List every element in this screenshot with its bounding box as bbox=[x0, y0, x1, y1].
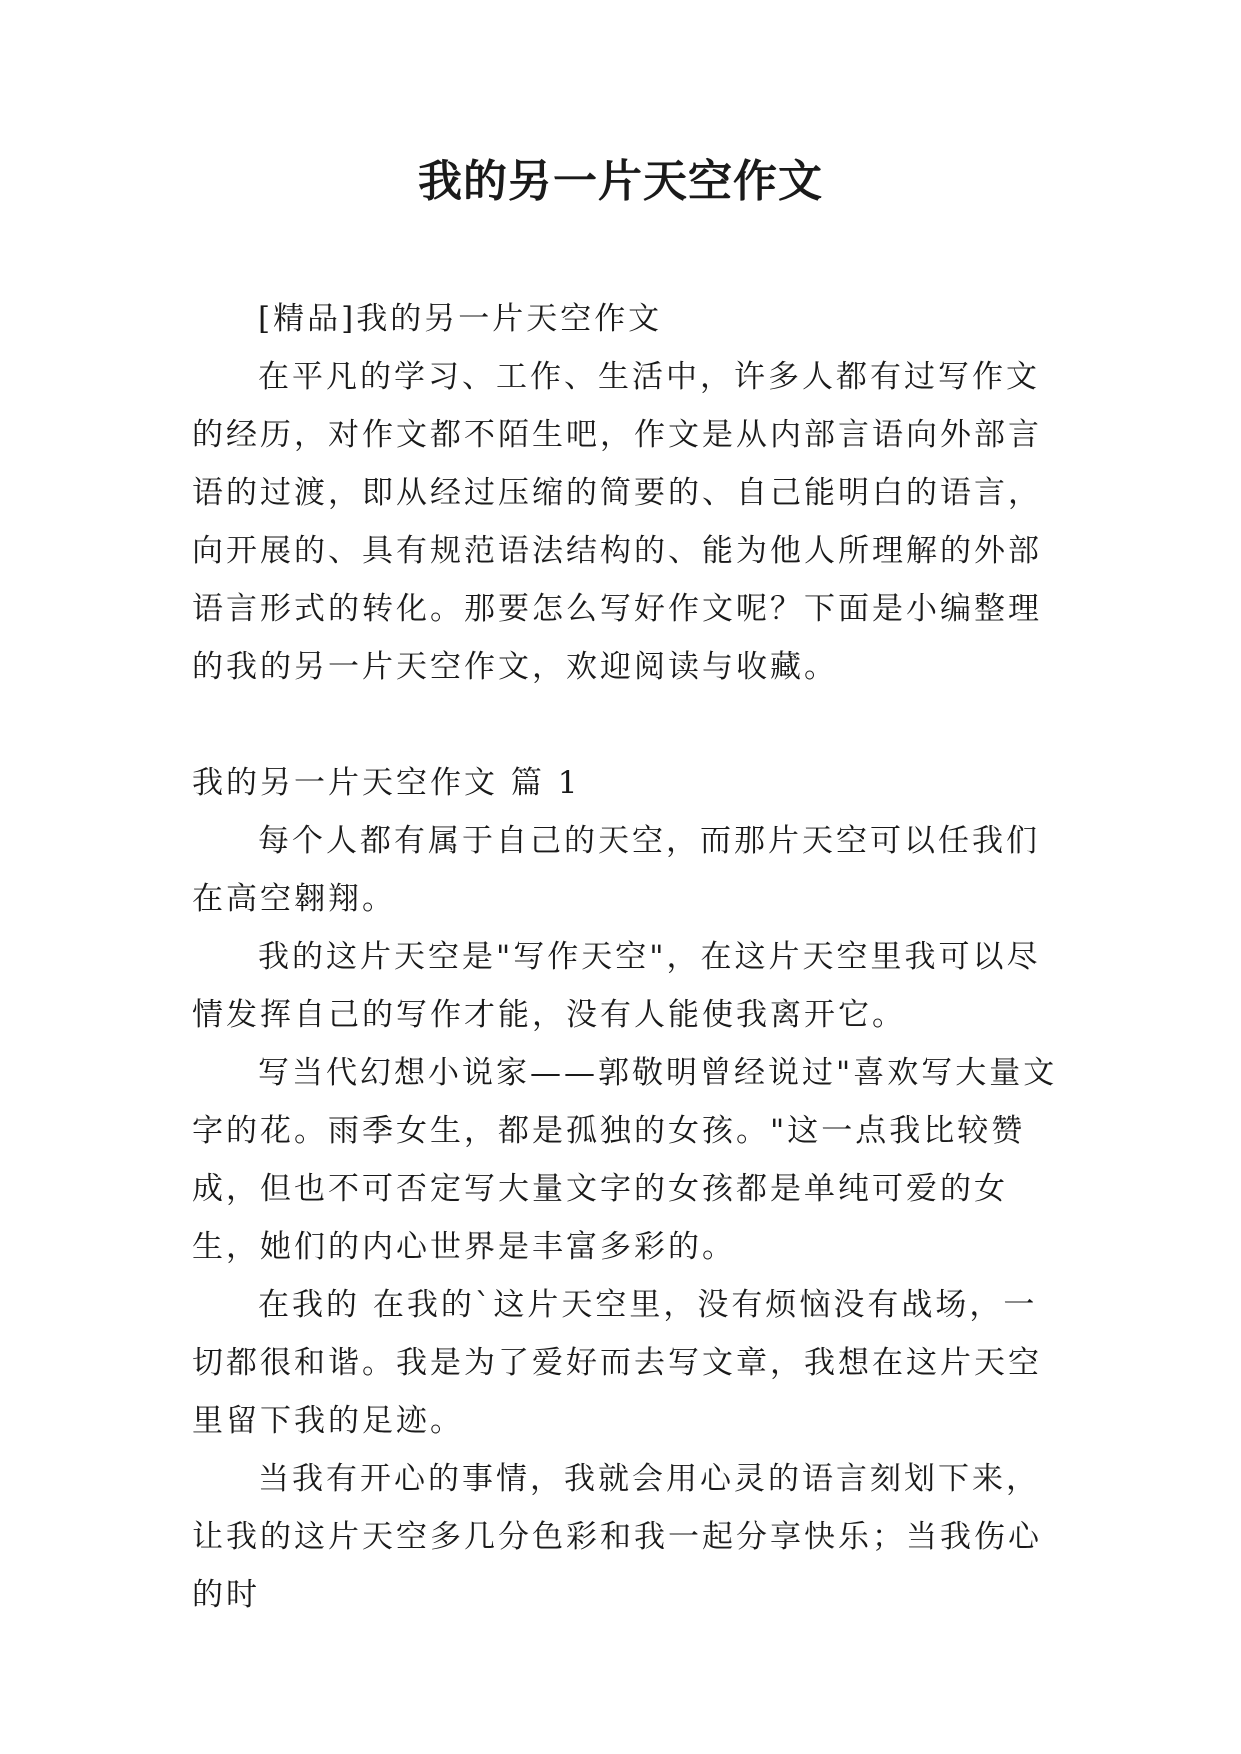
section-spacer bbox=[192, 696, 1062, 754]
paragraph-5: 当我有开心的事情，我就会用心灵的语言刻划下来，让我的这片天空多几分色彩和我一起分享快乐；当我伤心的时 bbox=[192, 1461, 1042, 1613]
document-title: 我的另一片天空作文 bbox=[418, 156, 823, 207]
paragraph-1: 每个人都有属于自己的天空，而那片天空可以任我们在高空翱翔。 bbox=[192, 823, 1040, 917]
paragraph-3: 写当代幻想小说家——郭敬明曾经说过"喜欢写大量文字的花。雨季女生，都是孤独的女孩。"这一点我比较赞成，但也不可否定写大量文字的女孩都是单纯可爱的女生，她们的内心世界是丰富多彩的。 bbox=[192, 1055, 1058, 1265]
paragraph-4: 在我的 在我的`这片天空里，没有烦恼没有战场，一切都很和谐。我是为了爱好而去写文章，我想在这片天空里留下我的足迹。 bbox=[192, 1287, 1042, 1439]
intro-label: [精品]我的另一片天空作文 bbox=[258, 301, 663, 337]
paragraph-2: 我的这片天空是"写作天空"，在这片天空里我可以尽情发挥自己的写作才能，没有人能使我离开它。 bbox=[192, 939, 1041, 1033]
document-body bbox=[192, 290, 1062, 1624]
intro-paragraph: 在平凡的学习、工作、生活中，许多人都有过写作文的经历，对作文都不陌生吧，作文是从内部言语向外部言语的过渡，即从经过压缩的简要的、自己能明白的语言，向开展的、具有规范语法结构的、能为他人所理解的外部语言形式的转化。那要怎么写好作文呢？下面是小编整理的我的另一片天空作文，欢迎阅读与收藏。 bbox=[192, 359, 1042, 685]
section-title: 我的另一片天空作文 篇 1 bbox=[192, 765, 581, 801]
